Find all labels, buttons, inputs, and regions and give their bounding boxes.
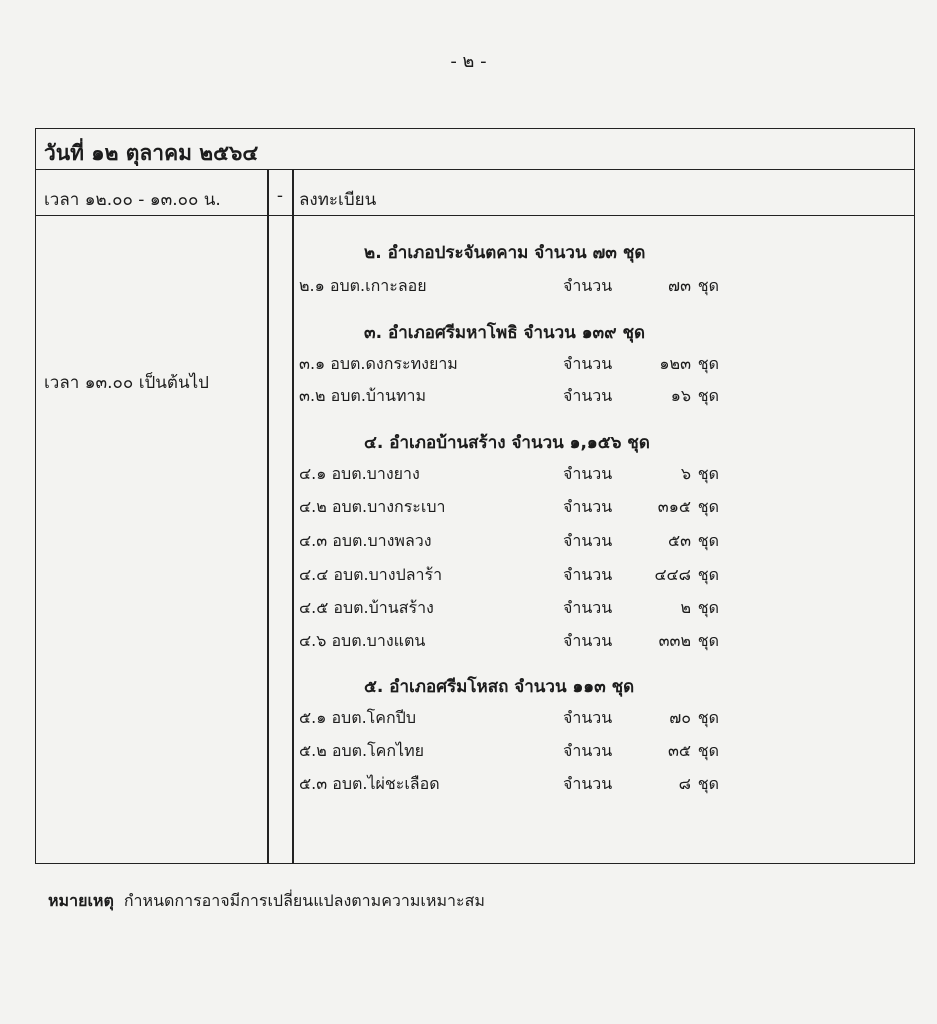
- item-count: ๔๔๘: [654, 565, 691, 584]
- item-count: ๗๓: [668, 276, 691, 295]
- item-count: ๘: [678, 774, 691, 793]
- group-heading: ๕. อำเภอศรีมโหสถ จำนวน ๑๑๓ ชุด: [364, 677, 635, 697]
- item-unit: ชุด: [697, 598, 719, 617]
- page-number: - ๒ -: [450, 51, 487, 72]
- item-label: จำนวน: [563, 708, 613, 727]
- remark-text: กำหนดการอาจมีการเปลี่ยนแปลงตามความเหมาะสม: [123, 891, 485, 910]
- list-item: [299, 772, 719, 796]
- list-item: [299, 274, 719, 298]
- item-label: จำนวน: [563, 631, 613, 650]
- group-heading: ๒. อำเภอประจันตคาม จำนวน ๗๓ ชุด: [364, 243, 646, 263]
- item-label: จำนวน: [563, 774, 613, 793]
- item-label: จำนวน: [563, 531, 613, 550]
- item-count: ๗๐: [669, 708, 691, 727]
- item-count: ๒: [680, 598, 691, 617]
- item-unit: ชุด: [697, 354, 719, 373]
- item-unit: ชุด: [697, 741, 719, 760]
- list-item: [299, 563, 719, 587]
- item-name: ๔.๕ อบต.บ้านสร้าง: [299, 598, 434, 617]
- list-item: [299, 495, 719, 519]
- item-name: ๒.๑ อบต.เกาะลอย: [299, 276, 427, 295]
- item-unit: ชุด: [697, 464, 719, 483]
- registration-activity: ลงทะเบียน: [299, 190, 377, 210]
- schedule-table: [35, 128, 915, 864]
- item-unit: ชุด: [697, 708, 719, 727]
- item-name: ๕.๓ อบต.ไผ่ชะเลือด: [299, 774, 440, 793]
- list-item: [299, 529, 719, 553]
- list-item: [299, 629, 719, 653]
- item-name: ๕.๑ อบต.โคกปีบ: [299, 708, 416, 727]
- registration-time: เวลา ๑๒.๐๐ - ๑๓.๐๐ น.: [44, 190, 221, 210]
- item-count: ๑๖: [670, 386, 691, 405]
- item-label: จำนวน: [563, 565, 613, 584]
- item-name: ๔.๖ อบต.บางแตน: [299, 631, 426, 650]
- item-label: จำนวน: [563, 741, 613, 760]
- list-item: [299, 384, 719, 408]
- item-unit: ชุด: [697, 631, 719, 650]
- item-count: ๑๒๓: [659, 354, 691, 373]
- group-heading: ๓. อำเภอศรีมหาโพธิ จำนวน ๑๓๙ ชุด: [364, 323, 646, 343]
- date-header: วันที่ ๑๒ ตุลาคม ๒๕๖๔: [44, 141, 259, 165]
- item-label: จำนวน: [563, 464, 613, 483]
- list-item: [299, 352, 719, 376]
- item-unit: ชุด: [697, 531, 719, 550]
- item-count: ๓๕: [667, 741, 691, 760]
- item-label: จำนวน: [563, 354, 613, 373]
- group-heading: ๔. อำเภอบ้านสร้าง จำนวน ๑,๑๕๖ ชุด: [364, 433, 650, 453]
- item-label: จำนวน: [563, 276, 613, 295]
- list-item: [299, 462, 719, 486]
- column-divider: [292, 170, 294, 863]
- item-name: ๔.๒ อบต.บางกระเบา: [299, 497, 446, 516]
- column-divider: [267, 170, 269, 863]
- row-dash: -: [276, 186, 284, 206]
- registration-row: [36, 170, 914, 216]
- item-name: ๕.๒ อบต.โคกไทย: [299, 741, 425, 760]
- item-count: ๖: [680, 464, 691, 483]
- item-unit: ชุด: [697, 386, 719, 405]
- item-name: ๓.๑ อบต.ดงกระทงยาม: [299, 354, 458, 373]
- item-unit: ชุด: [697, 774, 719, 793]
- remark: [48, 889, 485, 914]
- item-count: ๕๓: [667, 531, 691, 550]
- list-item: [299, 739, 719, 763]
- item-unit: ชุด: [697, 497, 719, 516]
- date-header-row: [36, 129, 914, 170]
- item-label: จำนวน: [563, 598, 613, 617]
- item-name: ๓.๒ อบต.บ้านทาม: [299, 386, 427, 405]
- item-name: ๔.๑ อบต.บางยาง: [299, 464, 420, 483]
- remark-label: หมายเหตุ: [48, 891, 114, 910]
- item-name: ๔.๓ อบต.บางพลวง: [299, 531, 432, 550]
- list-item: [299, 706, 719, 730]
- item-unit: ชุด: [697, 565, 719, 584]
- item-unit: ชุด: [697, 276, 719, 295]
- item-label: จำนวน: [563, 497, 613, 516]
- item-count: ๓๑๕: [657, 497, 691, 516]
- session-time: เวลา ๑๓.๐๐ เป็นต้นไป: [44, 373, 209, 393]
- item-label: จำนวน: [563, 386, 613, 405]
- item-name: ๔.๔ อบต.บางปลาร้า: [299, 565, 443, 584]
- item-count: ๓๓๒: [658, 631, 691, 650]
- list-item: [299, 596, 719, 620]
